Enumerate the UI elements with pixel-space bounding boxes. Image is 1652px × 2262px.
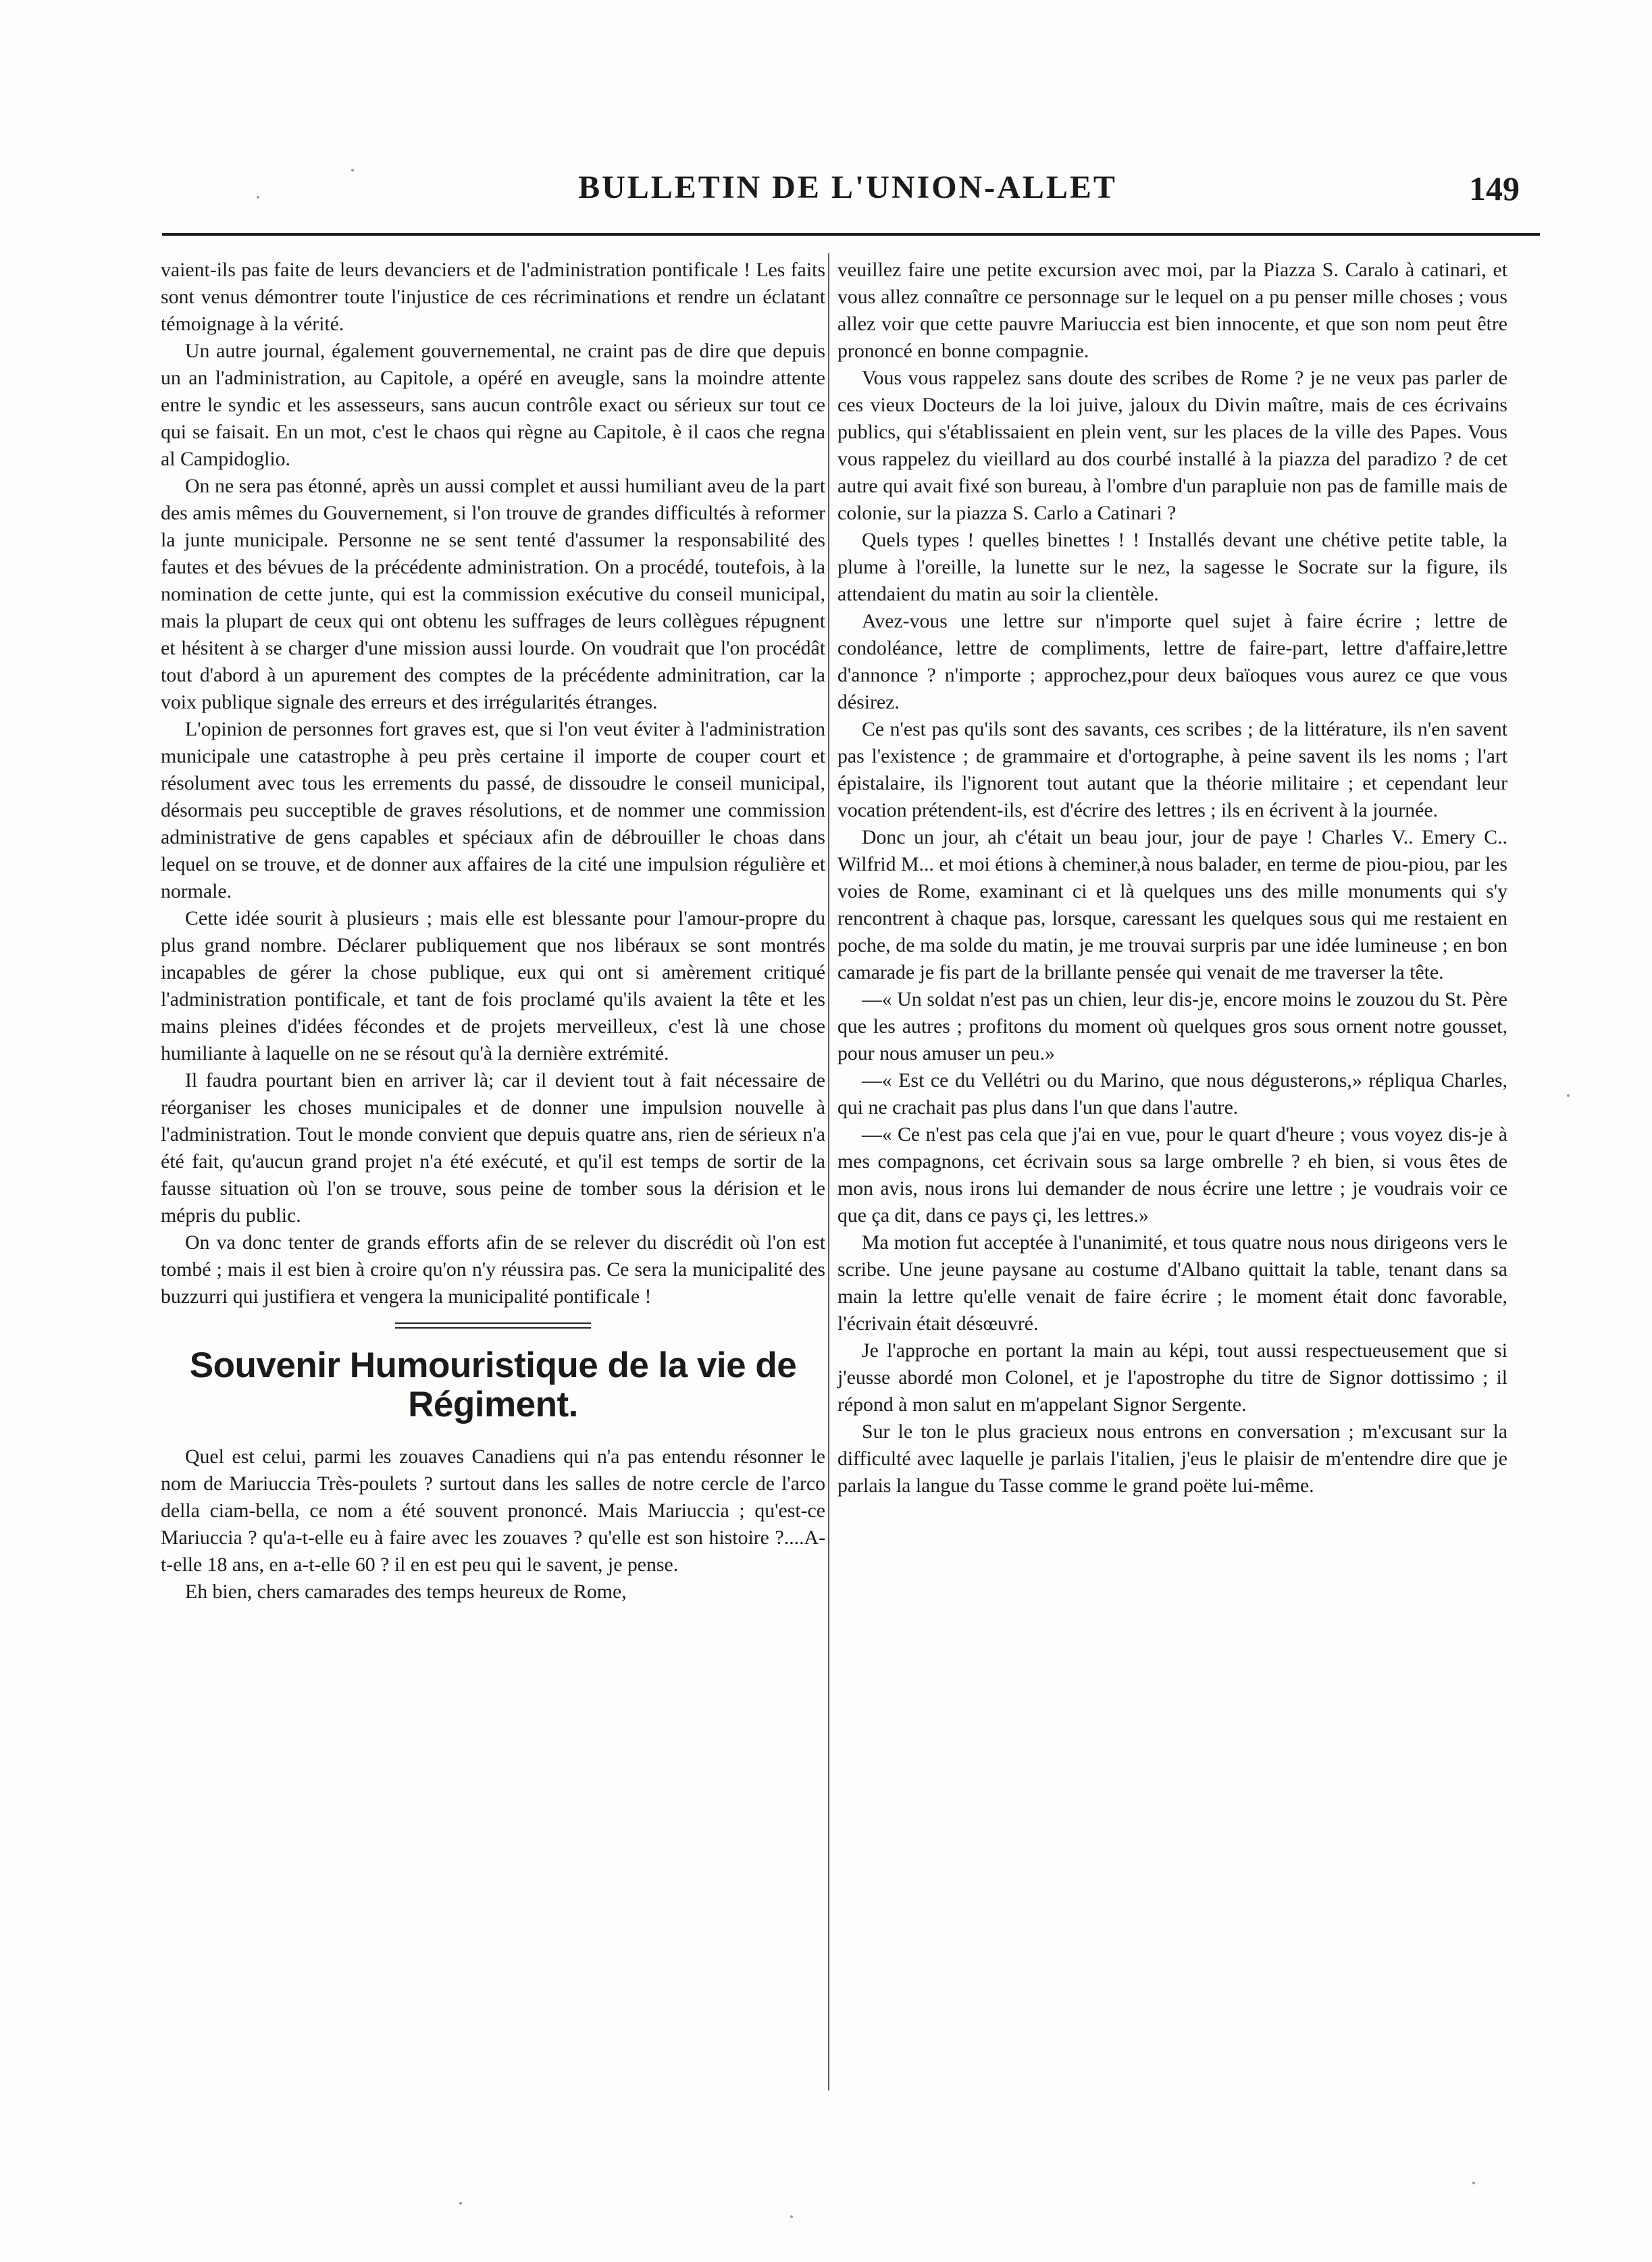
article-paragraph: Un autre journal, également gouvernemental, ne craint pas de dire que depuis un an l'administration, au Capitole, a opéré en aveugle, sans la moindre attente entre le syndic et les assesseurs, sans aucun contrôle exact ou sérieux sur tout ce qui se faisait. En un mot, c'est le chaos qui règne au Capitole, è il caos che regna al Campidoglio. [161,340,825,470]
article-paragraph: L'opinion de personnes fort graves est, que si l'on veut éviter à l'administration municipale une catastrophe à peu près certaine il importe de couper court et résolument avec tous les errements du passé, de dissoudre le conseil municipal, désormais peu succeptible de graves résolutions, et de nommer une commission administrative de gens capables et spéciaux afin de débrouiller le choas dans lequel on se trouve, et de donner aux affaires de la cité une impulsion régulière et normale. [161,718,825,902]
article-paragraph: veuillez faire une petite excursion avec moi, par la Piazza S. Caralo à catinari, et vous allez connaître ce personnage sur le lequel on a pu penser mille choses ; vous allez voir que cette pauvre Mariuccia est bien innocente, et que son nom peut être prononcé en bonne compagnie. [837,259,1507,362]
article-paragraph: Donc un jour, ah c'était un beau jour, jour de paye ! Charles V.. Emery C.. Wilfrid M... et moi étions à cheminer,à nous balader, en terme de piou-piou, par les voies de Rome, examinant ci et là quelques uns des mille monuments qui s'y rencontrent à chaque pas, lorsque, caressant les quelques sous qui me restaient en poche, de ma solde du matin, je me trouvai surpris par une idée lumineuse ; en bon camarade je fis part de la brillante pensée qui venait de me traverser la tête. [837,826,1507,983]
article-paragraph: On va donc tenter de grands efforts afin de se relever du discrédit où l'on est tombé ; mais il est bien à croire qu'on n'y réussira pas. Ce sera la municipalité des buzzurri qui justifiera et vengera la municipalité pontificale ! [161,1231,825,1308]
header-rule [162,233,1540,236]
article-paragraph: —« Un soldat n'est pas un chien, leur dis-je, encore moins le zouzou du St. Père que les autres ; profitons du moment où quelques gros sous ornent notre gousset, pour nous amuser un peu.» [837,988,1507,1064]
scan-speck [1567,1094,1570,1097]
article-paragraph: Il faudra pourtant bien en arriver là; car il devient tout à fait nécessaire de réorganiser les choses municipales et de donner une impulsion nouvelle à l'administration. Tout le monde convient que depuis quatre ans, rien de sérieux n'a été fait, qu'aucun grand projet n'a été exécuté, et qu'il est temps de sortir de la fausse situation où l'on se trouve, sous peine de tomber sous la dérision et le mépris du public. [161,1069,825,1227]
scan-speck [459,2202,462,2205]
section-divider [395,1322,591,1329]
scan-speck [790,2215,793,2218]
section-paragraph: Quel est celui, parmi les zouaves Canadiens qui n'a pas entendu résonner le nom de Mariuccia Très-poulets ? surtout dans les salles de notre cercle de l'arco della ciam-bella, ce nom a été souvent prononcé. Mais Mariuccia ; qu'est-ce Mariuccia ? qu'a-t-elle eu à faire avec les zouaves ? qu'elle est son histoire ?....A-t-elle 18 ans, en a-t-elle 60 ? il en est peu qui le savent, je pense. [161,1445,825,1576]
article-paragraph: Ma motion fut acceptée à l'unanimité, et tous quatre nous nous dirigeons vers le scribe. Une jeune paysane au costume d'Albano quittait la table, tenant dans sa main la lettre qu'elle venait de faire écrire ; le moment était donc favorable, l'écrivain était désœuvré. [837,1231,1507,1335]
article-paragraph: On ne sera pas étonné, après un aussi complet et aussi humiliant aveu de la part des amis mêmes du Gouvernement, si l'on trouve de grandes difficultés à reformer la junte municipale. Personne ne se sent tenté d'assumer la responsabilité des fautes et des bévues de la précédente administration. On a procédé, toutefois, à la nomination de cette junte, qui est la commission exécutive du conseil municipal, mais la plupart de ceux qui ont obtenu les suffrages de leurs collègues répugnent et hésitent à se charger d'une mission aussi lourde. On voudrait que l'on procédât tout d'abord à un apurement des comptes de la précédente adminitration, car la voix publique signale des erreurs et des irrégularités étranges. [161,475,825,713]
section-paragraph: Eh bien, chers camarades des temps heureux de Rome, [185,1580,627,1603]
article-paragraph: vaient-ils pas faite de leurs devanciers et de l'administration pontificale ! Les faits sont venus démontrer toute l'injustice de ces récriminations et rendre un éclatant témoignage à la vérité. [161,259,825,335]
page-header [162,169,1533,216]
article-paragraph: Cette idée sourit à plusieurs ; mais elle est blessante pour l'amour-propre du plus grand nombre. Déclarer publiquement que nos libéraux se sont montrés incapables de gérer la chose publique, eux qui ont si amèrement critiqué l'administration pontificale, et tant de fois proclamé qu'ils avaient la tête et les mains pleines d'idées fécondes et de projets merveilleux, c'est là une chose humiliante à laquelle on ne se résout qu'à la dernière extrémité. [161,907,825,1064]
article-paragraph: Je l'approche en portant la main au képi, tout aussi respectueusement que si j'eusse abordé mon Colonel, et je l'apostrophe du titre de Signor dottissimo ; il répond à mon salut en m'appelant Signor Sergente. [837,1339,1507,1416]
scan-speck [1472,2182,1475,2184]
article-paragraph: —« Est ce du Vellétri ou du Marino, que nous dégusterons,» répliqua Charles, qui ne crachait pas plus dans l'un que dans l'autre. [837,1069,1507,1119]
running-title: BULLETIN DE L'UNION-ALLET [578,170,1117,205]
article-paragraph: Avez-vous une lettre sur n'importe quel sujet à faire écrire ; lettre de condoléance, lettre de compliments, lettre de faire-part, lettre d'affaire,lettre d'annonce ? n'importe ; approchez,pour deux baïoques vous aurez ce que vous désirez. [837,610,1507,713]
article-paragraph: Vous vous rappelez sans doute des scribes de Rome ? je ne veux pas parler de ces vieux Docteurs de la loi juive, jaloux du Divin maître, mais de ces écrivains publics, qui s'établissaient en plein vent, sur les places de la ville des Papes. Vous vous rappelez du vieillard au dos courbé installé à la piazza del paradizo ? de cet autre qui avait fixé son bureau, à l'ombre d'un parapluie non pas de famille mais de colonie, sur la piazza S. Carlo a Catinari ? [837,367,1507,524]
article-paragraph: Ce n'est pas qu'ils sont des savants, ces scribes ; de la littérature, ils n'en savent pas l'existence ; de grammaire et d'ortographe, à peine savent ils les noms ; l'art épistalaire, ils l'ignorent tout autant que la théorie militaire ; et cependant leur vocation prétendent-ils, est d'écrire des lettres ; ils en écrivent à la journée. [837,718,1507,821]
article-paragraph: Quels types ! quelles binettes ! ! Installés devant une chétive petite table, la plume à l'oreille, la lunette sur le nez, la sagesse le Socrate sur la figure, ils attendaient du matin au soir la clientèle. [837,529,1507,605]
article-paragraph: —« Ce n'est pas cela que j'ai en vue, pour le quart d'heure ; vous voyez dis-je à mes compagnons, cet écrivain sous sa large ombrelle ? eh bien, si vous êtes de mon avis, nous irons lui demander de nous écrire une lettre ; je voudrais voir ce que ça dit, dans ce pays çi, les lettres.» [837,1123,1507,1227]
page-number: 149 [1469,170,1520,207]
left-column [161,257,825,1605]
right-column [837,257,1507,1499]
section-title: Souvenir Humouristique de la vie de Régiment. [189,1345,797,1424]
column-divider [828,253,829,2090]
scan-speck [257,196,259,199]
article-paragraph: Sur le ton le plus gracieux nous entrons en conversation ; m'excusant sur la difficulté avec laquelle je parlais l'italien, j'eus le plaisir de m'entendre dire que je parlais la langue du Tasse comme le grand poëte lui-même. [837,1420,1507,1497]
scan-speck [351,169,354,172]
